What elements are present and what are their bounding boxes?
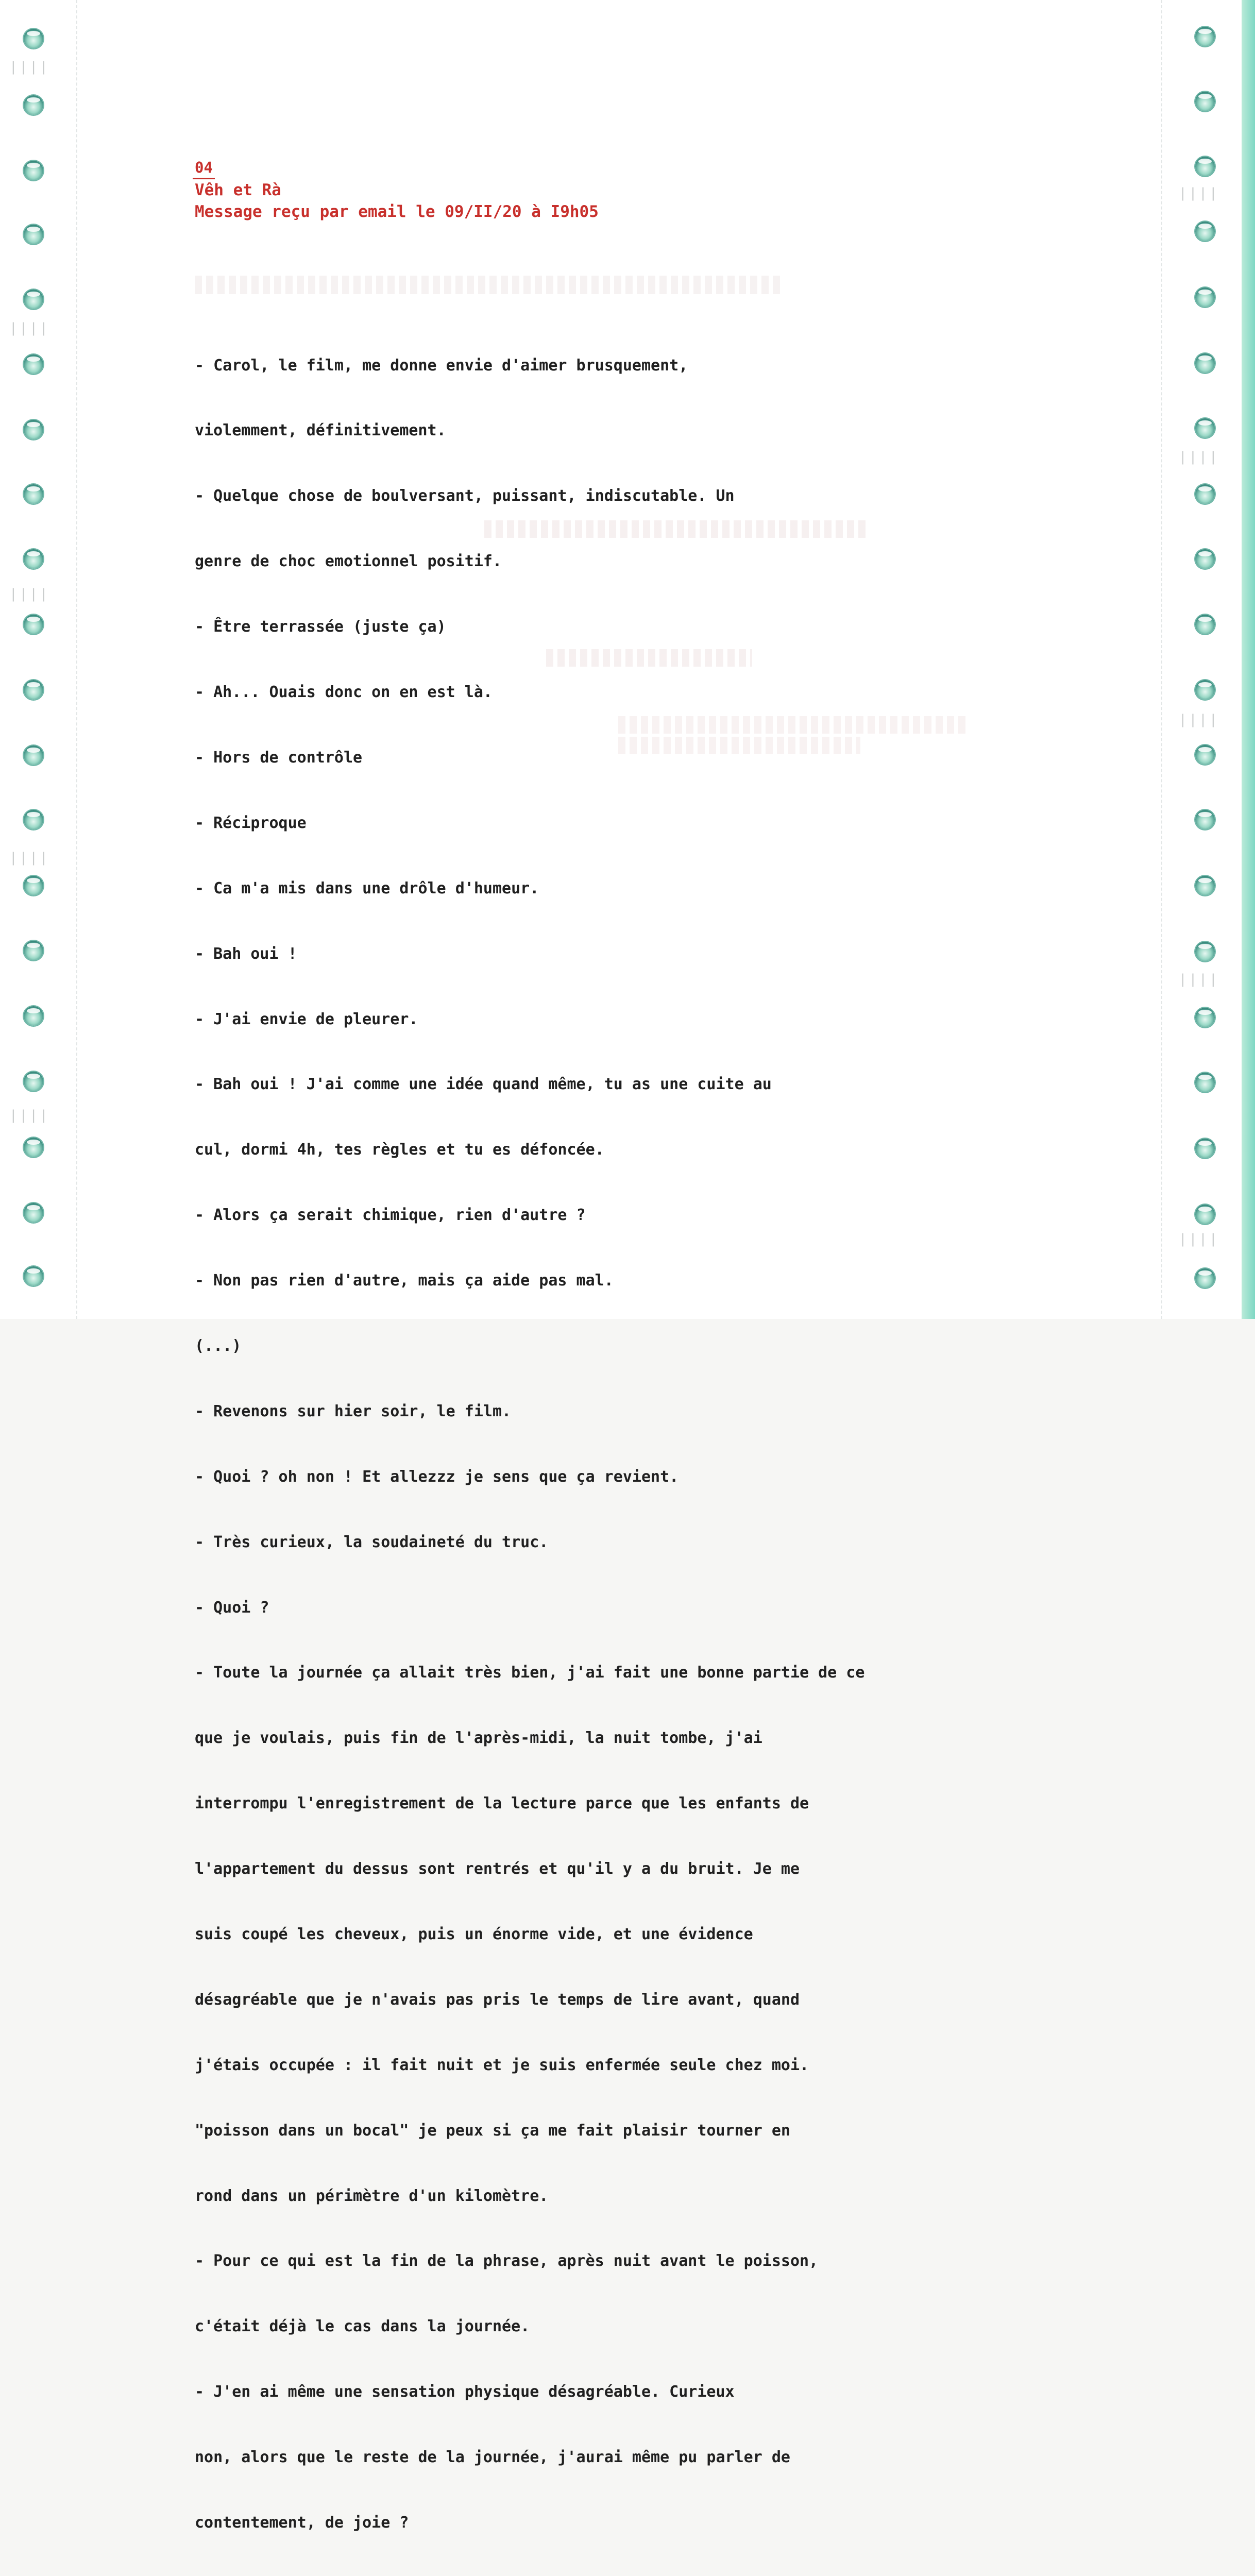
sprocket-hole — [24, 29, 43, 48]
dialogue-line: que je voulais, puis fin de l'après-midi, la nuit tombe, j'ai — [195, 1729, 762, 1748]
perforation-ticks: |||| — [1179, 449, 1219, 465]
dialogue-line: - Toute la journée ça allait très bien, j'ai fait une bonne partie de ce — [195, 1664, 865, 1682]
dialogue-line: - Alors ça serait chimique, rien d'autre ? — [195, 1206, 586, 1225]
dialogue-line: - Pour ce qui est la fin de la phrase, après nuit avant le poisson, — [195, 2252, 819, 2270]
sprocket-hole — [24, 161, 43, 180]
dialogue-line: - Ah... Ouais donc on en est là. — [195, 683, 493, 702]
document-number: 04 — [193, 157, 215, 179]
left-tear-line — [76, 0, 77, 1319]
dialogue-line: - Non pas rien d'autre, mais ça aide pas mal. — [195, 1272, 614, 1290]
perforation-ticks: |||| — [9, 1108, 50, 1123]
sprocket-hole — [24, 95, 43, 115]
document-subtitle: Message reçu par email le 09/II/20 à I9h05 — [195, 202, 599, 221]
perforation-ticks: |||| — [1179, 185, 1219, 201]
sprocket-hole — [1195, 810, 1215, 829]
dialogue-text — [195, 311, 998, 2576]
dialogue-line: - Réciproque — [195, 814, 307, 832]
perforation-ticks: |||| — [1179, 972, 1219, 987]
sprocket-hole — [1195, 942, 1215, 961]
dialogue-line: - Ca m'a mis dans une drôle d'humeur. — [195, 879, 539, 897]
sprocket-hole — [1195, 353, 1215, 373]
sprocket-hole — [24, 549, 43, 569]
sprocket-hole — [1195, 876, 1215, 895]
sprocket-hole — [1195, 1268, 1215, 1288]
document-title: Vêh et Rà — [195, 181, 281, 199]
sprocket-hole — [1195, 157, 1215, 176]
sprocket-hole — [1195, 1139, 1215, 1158]
perforation-ticks: |||| — [1179, 712, 1219, 727]
dialogue-line: - Quoi ? — [195, 1598, 269, 1617]
dialogue-line: - Revenons sur hier soir, le film. — [195, 1402, 512, 1420]
dialogue-line: genre de choc emotionnel positif. — [195, 552, 502, 571]
perforation-ticks: |||| — [1179, 1231, 1219, 1247]
dialogue-line: cul, dormi 4h, tes règles et tu es défoncée. — [195, 1141, 604, 1159]
dialogue-line: - J'en ai même une sensation physique désagréable. Curieux — [195, 2383, 735, 2401]
dialogue-line: - Carol, le film, me donne envie d'aimer brusquement, — [195, 356, 688, 375]
right-perforation-strip — [1165, 0, 1242, 1319]
sprocket-hole — [1195, 222, 1215, 241]
document-header — [195, 157, 998, 223]
sprocket-hole — [24, 354, 43, 374]
show-through-ghost-text — [195, 276, 782, 294]
sprocket-hole — [1195, 680, 1215, 700]
sprocket-hole — [24, 1203, 43, 1223]
sprocket-hole — [24, 484, 43, 504]
sprocket-hole — [1195, 484, 1215, 504]
dialogue-line: désagréable que je n'avais pas pris le temps de lire avant, quand — [195, 1990, 800, 2009]
dialogue-line: - Très curieux, la soudaineté du truc. — [195, 1533, 549, 1551]
dialogue-line: j'étais occupée : il fait nuit et je suis enfermée seule chez moi. — [195, 2056, 809, 2074]
dialogue-line: suis coupé les cheveux, puis un énorme vide, et une évidence — [195, 1925, 753, 1943]
dialogue-line: - Bah oui ! — [195, 944, 297, 963]
perforation-ticks: |||| — [9, 850, 50, 866]
dialogue-line: c'était déjà le cas dans la journée. — [195, 2317, 530, 2336]
sprocket-hole — [24, 1006, 43, 1026]
sprocket-hole — [24, 225, 43, 244]
header-block — [195, 157, 998, 223]
sprocket-hole — [1195, 287, 1215, 307]
dialogue-line: - Quelque chose de boulversant, puissant, indiscutable. Un — [195, 487, 735, 505]
sprocket-hole — [24, 876, 43, 895]
sprocket-hole — [24, 810, 43, 829]
left-perforation-strip — [0, 0, 76, 1319]
dialogue-line: non, alors que le reste de la journée, j'aurai même pu parler de — [195, 2448, 790, 2467]
sprocket-hole — [24, 1138, 43, 1157]
paper-edge-accent — [1242, 0, 1255, 1319]
sprocket-hole — [1195, 549, 1215, 569]
dialogue-line: contentement, de joie ? — [195, 2513, 409, 2532]
sprocket-hole — [24, 1072, 43, 1091]
dialogue-line: - Bah oui ! J'ai comme une idée quand même, tu as une cuite au — [195, 1075, 772, 1094]
sprocket-hole — [1195, 1205, 1215, 1224]
dialogue-line: - Être terrassée (juste ça) — [195, 618, 446, 636]
perforation-ticks: |||| — [9, 586, 50, 602]
right-tear-line — [1161, 0, 1162, 1319]
dialogue-line: (...) — [195, 1336, 242, 1355]
sprocket-hole — [24, 420, 43, 439]
perforation-ticks: |||| — [9, 59, 50, 75]
sprocket-hole — [1195, 615, 1215, 634]
sprocket-hole — [1195, 745, 1215, 765]
sprocket-hole — [24, 680, 43, 700]
dialogue-line: - Hors de contrôle — [195, 748, 363, 767]
sprocket-hole — [24, 290, 43, 309]
sprocket-hole — [24, 941, 43, 960]
dialogue-line: l'appartement du dessus sont rentrés et qu'il y a du bruit. Je me — [195, 1860, 800, 1878]
dialogue-line: interrompu l'enregistrement de la lecture parce que les enfants de — [195, 1794, 809, 1813]
sprocket-hole — [1195, 1073, 1215, 1092]
sprocket-hole — [1195, 92, 1215, 111]
sprocket-hole — [24, 1266, 43, 1286]
perforation-ticks: |||| — [9, 320, 50, 336]
dialogue-line: rond dans un périmètre d'un kilomètre. — [195, 2187, 549, 2205]
sprocket-hole — [1195, 1008, 1215, 1027]
sprocket-hole — [24, 745, 43, 765]
dialogue-line: - J'ai envie de pleurer. — [195, 1010, 418, 1028]
dialogue-line: violemment, définitivement. — [195, 421, 446, 440]
sprocket-hole — [1195, 27, 1215, 46]
sprocket-hole — [1195, 418, 1215, 438]
sprocket-hole — [24, 615, 43, 634]
dialogue-line: - Quoi ? oh non ! Et allezzz je sens que ça revient. — [195, 1467, 679, 1486]
dialogue-line: "poisson dans un bocal" je peux si ça me fait plaisir tourner en — [195, 2121, 790, 2140]
